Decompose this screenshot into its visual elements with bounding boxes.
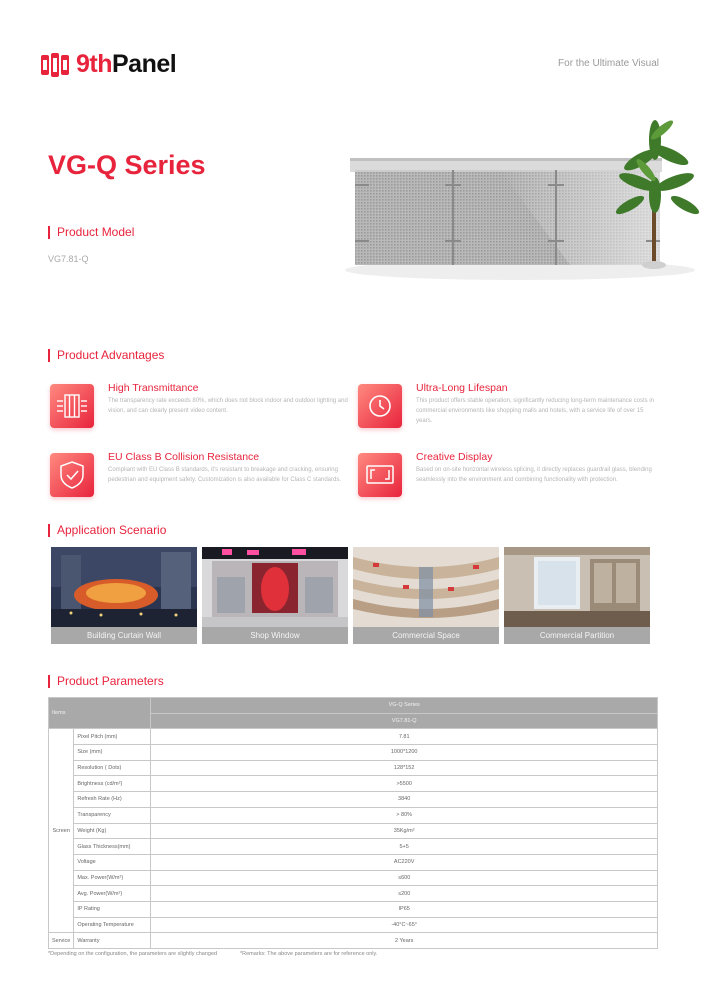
param-value: -40°C~65° — [151, 917, 658, 933]
advantage-desc: Based on on-site horizontal wireless splicing, it directly replaces guardrail glass, blending seamlessly into the environment and combining functionality with protection. — [416, 467, 652, 483]
scenario-card — [353, 547, 499, 644]
param-name: Weight (Kg) — [74, 823, 151, 839]
items-header: Items — [49, 698, 151, 729]
table-row — [49, 807, 658, 823]
service-group-label: Service — [49, 933, 74, 949]
param-name: Transparency — [74, 807, 151, 823]
param-value: ≤600 — [151, 870, 658, 886]
heading-text: Product Advantages — [57, 348, 165, 362]
param-name: Glass Thickness(mm) — [74, 839, 151, 855]
shop-window-image — [202, 547, 348, 627]
advantage-title: EU Class B Collision Resistance — [108, 451, 260, 463]
scenario-heading — [48, 523, 166, 537]
param-name: IP Rating — [74, 901, 151, 917]
param-name: Max. Power(W/m²) — [74, 870, 151, 886]
scenario-caption: Commercial Space — [353, 627, 499, 644]
model-header: VG7.81-Q — [151, 713, 658, 729]
scenario-card — [51, 547, 197, 644]
heading-bar — [48, 675, 50, 688]
param-name: Size (mm) — [74, 745, 151, 761]
shield-icon — [50, 453, 94, 497]
advantage-title: Creative Display — [416, 451, 493, 463]
brand-logo — [40, 50, 176, 79]
table-row — [49, 792, 658, 808]
product-model-value: VG7.81-Q — [48, 254, 89, 264]
param-name: Resolution ( Dots) — [74, 760, 151, 776]
param-name: Pixel Pitch (mm) — [74, 729, 151, 745]
table-row — [49, 886, 658, 902]
product-hero-image — [340, 100, 707, 300]
scenario-caption: Shop Window — [202, 627, 348, 644]
clock-icon — [358, 384, 402, 428]
param-value: IP65 — [151, 901, 658, 917]
advantage-title: Ultra-Long Lifespan — [416, 382, 508, 394]
footnote-config: *Depending on the configuration, the parameters are slightly changed — [48, 951, 218, 957]
heading-text: Application Scenario — [57, 523, 167, 537]
scenario-card — [202, 547, 348, 644]
param-name: Warranty — [74, 933, 151, 949]
product-model-heading — [48, 225, 134, 239]
advantage-desc: This product offers stable operation, significantly reducing long-term maintenance costs in commercial environments like shopping malls and hotels, with a service life of over 15 years. — [416, 398, 655, 424]
advantages-heading — [48, 348, 164, 362]
brand-prefix: 9th — [76, 50, 112, 78]
screen-group-label: Screen — [49, 729, 74, 933]
table-row — [49, 870, 658, 886]
footnote-remarks: *Remarks: The above parameters are for reference only. — [240, 951, 378, 957]
param-name: Voltage — [74, 854, 151, 870]
param-value: 128*152 — [151, 760, 658, 776]
param-name: Operating Temperature — [74, 917, 151, 933]
heading-bar — [48, 226, 50, 239]
logo-mark-icon — [40, 52, 70, 78]
param-name: Brightness (cd/m²) — [74, 776, 151, 792]
display-icon — [358, 453, 402, 497]
scenario-caption: Building Curtain Wall — [51, 627, 197, 644]
table-row — [49, 729, 658, 745]
table-header-row — [49, 698, 658, 714]
brand-suffix: Panel — [112, 50, 177, 78]
param-value: >5500 — [151, 776, 658, 792]
tagline: For the Ultimate Visual — [558, 58, 659, 69]
param-value: 1000*1200 — [151, 745, 658, 761]
commercial-space-image — [353, 547, 499, 627]
scenario-card — [504, 547, 650, 644]
table-row — [49, 901, 658, 917]
param-name: Refresh Rate (Hz) — [74, 792, 151, 808]
heading-bar — [48, 524, 50, 537]
scenario-caption: Commercial Partition — [504, 627, 650, 644]
param-value: > 80% — [151, 807, 658, 823]
table-row — [49, 745, 658, 761]
parameters-heading — [48, 674, 164, 688]
building-curtain-wall-image — [51, 547, 197, 627]
param-value: 5+5 — [151, 839, 658, 855]
table-row — [49, 823, 658, 839]
param-value: 2 Years — [151, 933, 658, 949]
heading-text: Product Parameters — [57, 674, 164, 688]
scenario-gallery — [51, 547, 650, 644]
advantage-title: High Transmittance — [108, 382, 199, 394]
commercial-partition-image — [504, 547, 650, 627]
table-row — [49, 776, 658, 792]
series-title: VG-Q Series — [48, 150, 206, 180]
heading-text: Product Model — [57, 225, 135, 239]
brand-name — [76, 50, 176, 79]
table-row — [49, 933, 658, 949]
table-row — [49, 917, 658, 933]
parameters-table — [48, 697, 658, 949]
advantage-desc: Compliant with EU Class B standards, it's resistant to breakage and cracking, ensuring pedestrian and equipment safety. Customization is also available for Class C standards. — [108, 467, 342, 483]
param-value: 3840 — [151, 792, 658, 808]
param-value: AC220V — [151, 854, 658, 870]
table-row — [49, 854, 658, 870]
param-name: Avg. Power(W/m²) — [74, 886, 151, 902]
param-value: ≤200 — [151, 886, 658, 902]
series-header: VG-Q Series — [151, 698, 658, 714]
param-value: 7.81 — [151, 729, 658, 745]
table-row — [49, 760, 658, 776]
heading-bar — [48, 349, 50, 362]
table-row — [49, 839, 658, 855]
param-value: 35Kg/m² — [151, 823, 658, 839]
advantage-desc: The transparency rate exceeds 80%, which does not block indoor and outdoor lighting and vision, and can clearly present video content. — [108, 398, 348, 414]
transparency-icon — [50, 384, 94, 428]
